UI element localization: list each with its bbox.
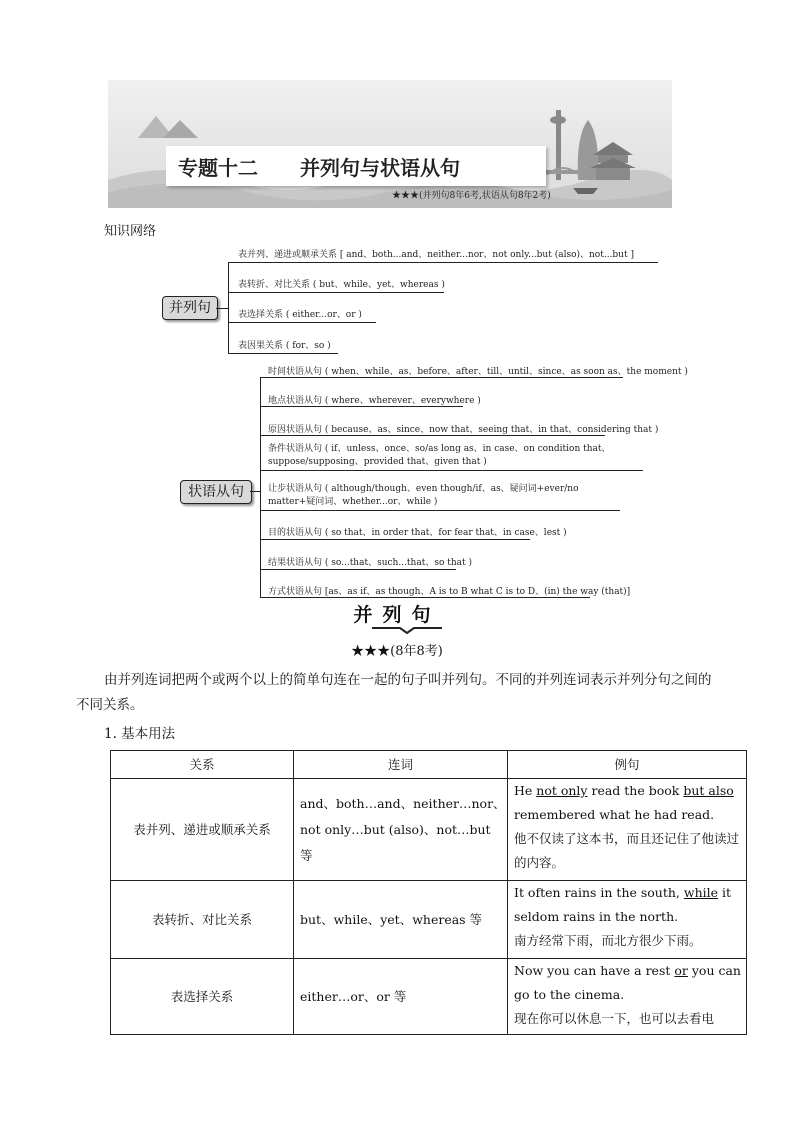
heading-basic-usage: 1. 基本用法 [104,726,176,742]
table-row [111,779,747,881]
adv-branch-time: 时间状语从句 ( when、while、as、before、after、till、until、since、as soon as、the moment ) [268,367,688,377]
cell-example: Now you can have a rest or you can go to the cinema. 现在你可以休息一下，也可以去看电 [508,959,747,1035]
topic-title: 并列句与状语从句 [300,156,460,180]
cell-relation: 表选择关系 [111,959,294,1035]
knowledge-network-label: 知识网络 [104,224,157,239]
coord-branch-4: 表因果关系 ( for、so ) [238,341,331,351]
coord-branch-1: 表并列、递进或顺承关系 [ and、both...and、neither...nor、not only...but (also)、not...but ] [238,250,634,260]
example-translation: 现在你可以休息一下，也可以去看电 [514,1011,715,1026]
header-relation: 关系 [111,751,294,779]
usage-table [110,750,747,1035]
topic-number: 专题十二 [178,156,258,180]
section-stars: ★★★(8年8考) [351,644,443,659]
section-title: 并列句 [353,604,441,626]
cell-conjunction: and、both…and、neither…nor、not only…but (also)、not…but 等 [294,779,508,881]
coord-branch-2: 表转折、对比关系 ( but、while、yet、whereas ) [238,280,445,290]
table-header-row [111,751,747,779]
cell-relation: 表并列、递进或顺承关系 [111,779,294,881]
header-banner [108,80,672,208]
node-adverbial: 状语从句 [180,480,252,504]
node-coordinate: 并列句 [162,296,218,320]
adv-branch-result: 结果状语从句 ( so...that、such...that、so that ) [268,558,472,568]
coord-branch-3: 表选择关系 ( either...or、or ) [238,310,362,320]
adv-branch-purpose: 目的状语从句 ( so that、in order that、for fear that、in case、lest ) [268,528,567,538]
adv-branch-place: 地点状语从句 ( where、wherever、everywhere ) [268,396,481,406]
header-conjunction: 连词 [294,751,508,779]
skyline-illustration [108,80,672,208]
cell-example: It often rains in the south, while it seldom rains in the north. 南方经常下雨，而北方很少下雨。 [508,881,747,959]
banner-title-box [166,146,546,186]
intro-paragraph: 由并列连词把两个或两个以上的简单句连在一起的句子叫并列句。不同的并列连词表示并列分句之间的不同关系。 [76,672,712,713]
header-example: 例句 [508,751,747,779]
adv-branch-concession: 让步状语从句 ( although/though、even though/if、as、疑问词+ever/no matter+疑问词、whether...or、while ) [268,484,579,507]
table-row [111,959,747,1035]
cell-example: He not only read the book but also remembered what he had read. 他不仅读了这本书，而且还记住了他读过的内容。 [508,779,747,881]
example-translation: 他不仅读了这本书，而且还记住了他读过的内容。 [514,831,740,870]
cell-relation: 表转折、对比关系 [111,881,294,959]
table-row [111,881,747,959]
cell-conjunction: either…or、or 等 [294,959,508,1035]
cell-conjunction: but、while、yet、whereas 等 [294,881,508,959]
adv-branch-condition: 条件状语从句 ( if、unless、once、so/as long as、in case、on condition that、suppose/supposing、provided that、given that ) [268,444,611,467]
example-translation: 南方经常下雨，而北方很少下雨。 [514,933,702,948]
adv-branch-reason: 原因状语从句 ( because、as、since、now that、seeing that、in that、considering that ) [268,425,659,435]
adv-branch-manner: 方式状语从句 [as、as if、as though、A is to B what C is to D、(in) the way (that)] [268,587,631,597]
title-underline-decoration [370,625,444,635]
banner-subtitle: ★★★(并列句8年6考,状语从句8年2考) [392,191,551,201]
